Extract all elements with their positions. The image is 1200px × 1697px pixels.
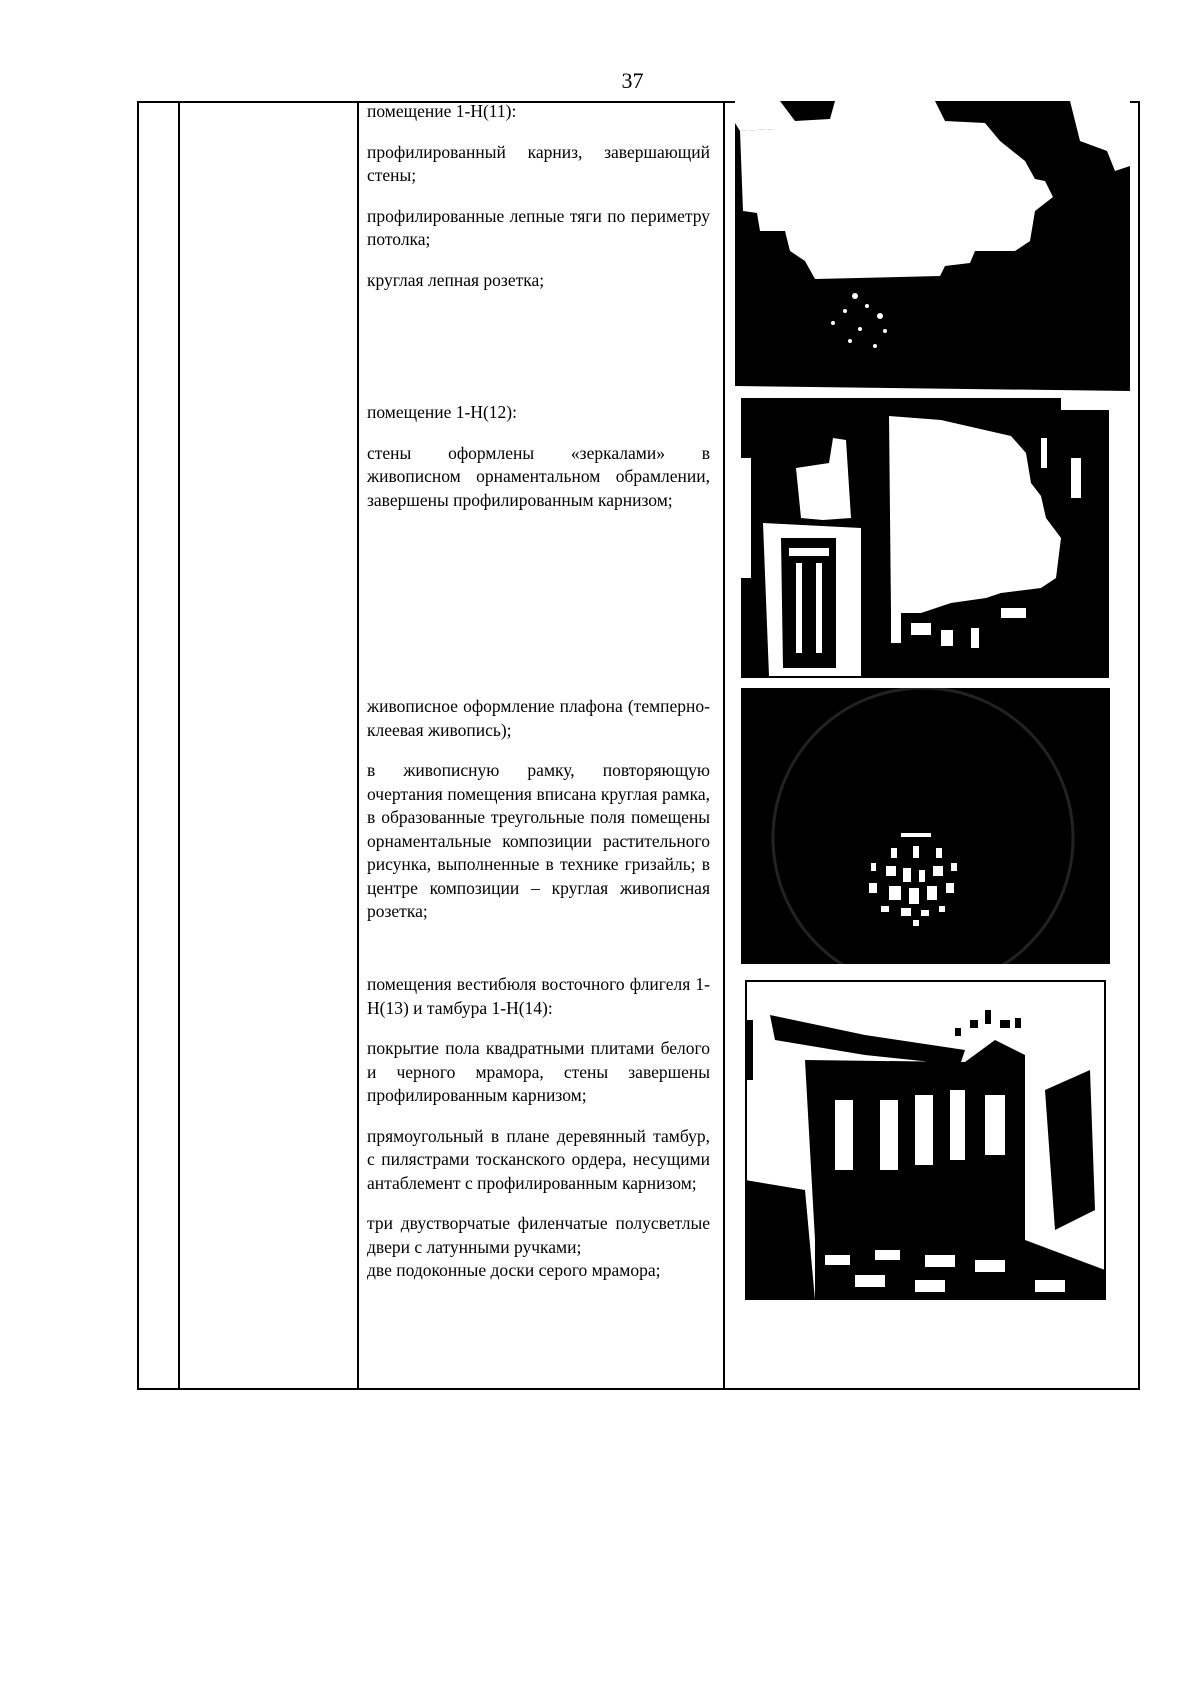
section-plafond	[367, 695, 710, 941]
section-vestibule-1n13-1n14	[367, 973, 710, 1283]
paragraph: две подоконные доски серого мрамора;	[367, 1260, 661, 1280]
paragraph: профилированный карниз, завершающий стены;	[367, 141, 710, 185]
paragraph: в живописную рамку, повторяющую очертания помещения вписана круглая рамка, в образованные треугольные поля помещены орнаментальные композиции растительного рисунка, выполненные в технике гризайль; в центре композиции – круглая живописная розетка;	[367, 760, 710, 921]
page-number: 37	[621, 68, 644, 93]
paragraph: живописное оформление плафона (темперно-клеевая живопись);	[367, 696, 710, 740]
paragraph: прямоугольный в плане деревянный тамбур, с пилястрами тосканского ордера, несущими антаблемент с профилированным карнизом;	[367, 1125, 710, 1193]
paragraph: стены оформлены «зеркалами» в живописном орнаментальном обрамлении, завершены профилированным карнизом;	[367, 442, 710, 510]
paragraph: три двустворчатые филенчатые полусветлые двери с латунными ручками;	[367, 1213, 710, 1257]
table-divider	[723, 101, 725, 1390]
paragraph: круглая лепная розетка;	[367, 269, 545, 290]
table-divider	[178, 101, 180, 1390]
section-room-1n12	[367, 401, 710, 529]
section-heading: помещение 1-Н(11):	[367, 101, 517, 121]
paragraph: покрытие пола квадратными плитами белого и черного мрамора, стены завершены профилированным карнизом;	[367, 1038, 710, 1105]
plafond-chandelier-photo	[741, 688, 1110, 964]
section-room-1n11	[367, 100, 710, 309]
paragraph: профилированные лепные тяги по периметру потолка;	[367, 205, 710, 249]
mirror-walls-photo	[741, 398, 1109, 678]
ceiling-chandelier-photo	[735, 101, 1130, 398]
section-heading: помещения вестибюля восточного флигеля 1-Н(13) и тамбура 1-Н(14):	[367, 974, 710, 1018]
section-heading: помещение 1-Н(12):	[367, 402, 517, 422]
vestibule-tambour-photo	[745, 980, 1106, 1300]
table-divider	[357, 101, 359, 1390]
